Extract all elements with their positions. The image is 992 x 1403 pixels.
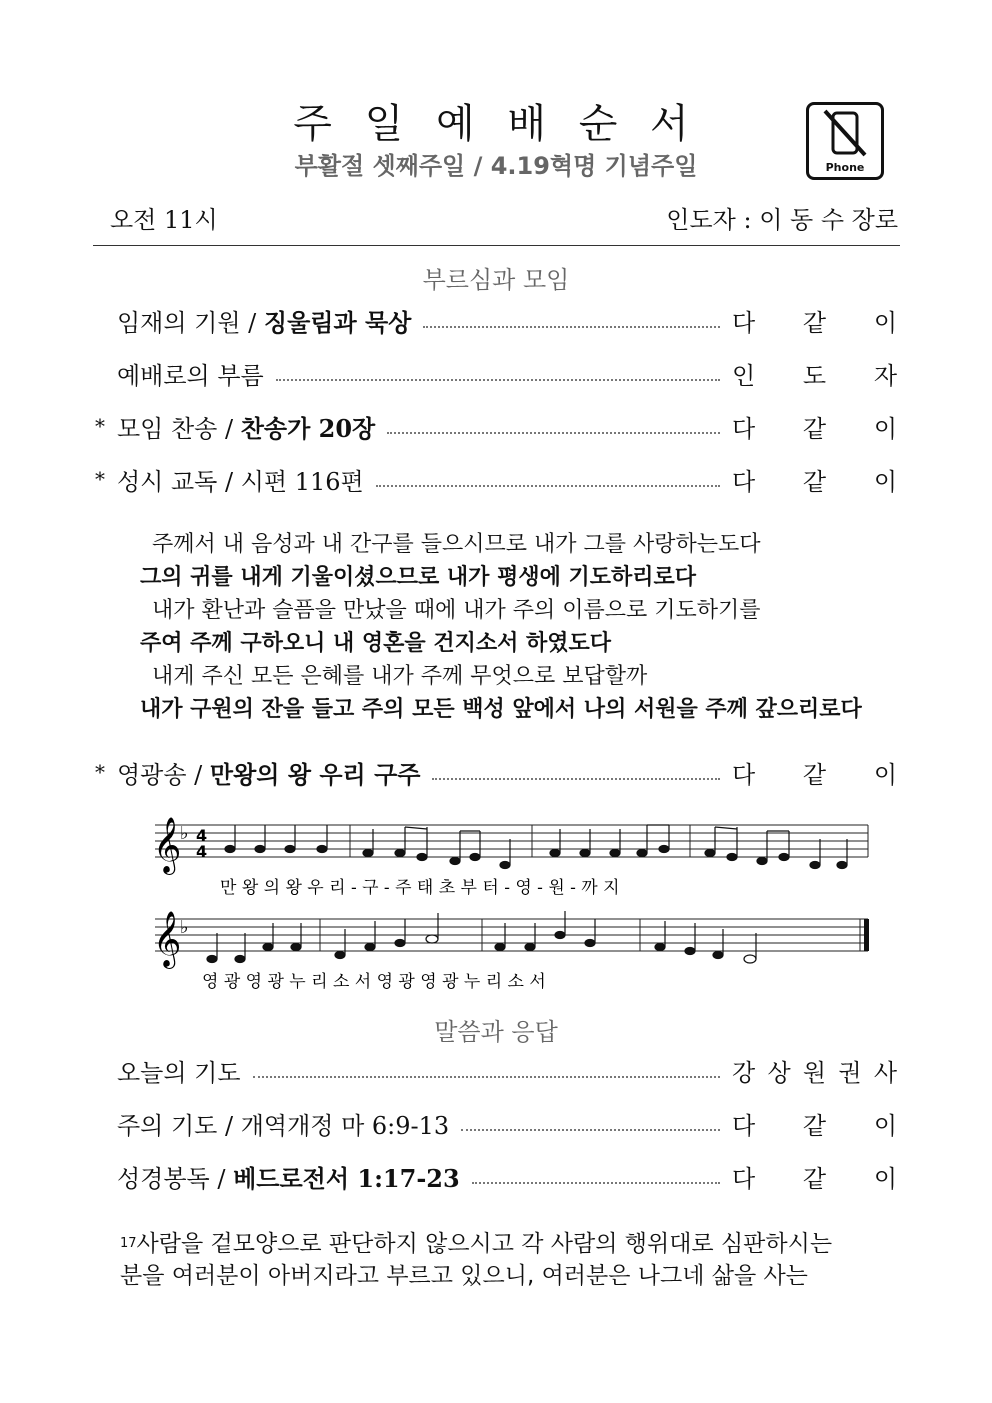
header-divider xyxy=(93,245,900,246)
key-flat: ♭ xyxy=(180,823,189,844)
order-who xyxy=(732,409,897,444)
who-char: 이 xyxy=(873,467,897,496)
who-char: 이 xyxy=(873,1111,897,1140)
order-who xyxy=(732,462,897,497)
order-label: 영광송 / xyxy=(117,760,203,789)
who-char: 원 xyxy=(802,1058,827,1087)
treble-clef-icon: 𝄞 xyxy=(153,911,182,967)
order-who xyxy=(732,1106,897,1141)
who-char: 다 xyxy=(732,414,756,443)
lyrics-line-2: 영 광 영 광 누 리 소 서 영 광 영 광 누 리 소 서 xyxy=(202,972,546,992)
who-char: 다 xyxy=(732,760,756,789)
psalm-lead-line: 주께서 내 음성과 내 간구를 들으시므로 내가 그를 사랑하는도다 xyxy=(152,532,761,557)
who-char: 다 xyxy=(732,308,756,337)
scripture-text xyxy=(120,1228,880,1292)
leader-dots xyxy=(376,471,720,487)
order-item xyxy=(95,1053,897,1087)
psalm-response-line: 그의 귀를 내게 기울이셨으므로 내가 평생에 기도하리로다 xyxy=(140,565,697,590)
leader-dots xyxy=(472,1168,720,1184)
who-char: 인 xyxy=(732,361,756,390)
order-item xyxy=(95,409,897,443)
who-char: 다 xyxy=(732,467,756,496)
order-label-bold: 징울림과 묵상 xyxy=(263,307,412,337)
standing-mark: * xyxy=(95,414,105,438)
who-char: 상 xyxy=(767,1058,791,1087)
order-label: 오늘의 기도 xyxy=(117,1058,241,1087)
order-label: 성경봉독 / xyxy=(117,1164,226,1193)
order-label: 임재의 기원 / xyxy=(117,308,257,337)
section-gathering: 부르심과 모임 xyxy=(422,266,570,294)
psalm-response-line: 내가 구원의 잔을 들고 주의 모든 백성 앞에서 나의 서원을 주께 갚으리로다 xyxy=(140,697,862,722)
leader-dots xyxy=(432,764,720,780)
psalm-reading xyxy=(140,527,900,725)
leader-dots xyxy=(253,1062,720,1078)
who-char: 이 xyxy=(873,760,897,789)
phone-label: Phone xyxy=(825,161,865,174)
order-item xyxy=(95,462,897,496)
treble-clef-icon: 𝄞 xyxy=(153,817,182,873)
psalm-response-line: 주여 주께 구하오니 내 영혼을 건지소서 하였도다 xyxy=(140,631,611,656)
order-item xyxy=(95,356,897,390)
scripture-line: 분을 여러분이 아버지라고 부르고 있으니, 여러분은 나그네 삶을 사는 xyxy=(120,1263,808,1289)
who-char: 다 xyxy=(732,1164,756,1193)
who-char: 자 xyxy=(873,361,897,390)
who-char: 같 xyxy=(802,414,827,443)
order-label: 주의 기도 / 개역개정 마 6:9-13 xyxy=(117,1111,450,1140)
order-item xyxy=(95,1159,897,1193)
order-who xyxy=(732,1159,897,1194)
psalm-lead-line: 내가 환난과 슬픔을 만났을 때에 내가 주의 이름으로 기도하기를 xyxy=(152,598,761,623)
standing-mark: * xyxy=(95,760,105,784)
leader-dots xyxy=(276,365,720,381)
who-char: 이 xyxy=(873,308,897,337)
order-label: 예배로의 부름 xyxy=(117,361,264,390)
time-signature-top: 4 xyxy=(196,826,208,845)
lyrics-line-1: 만 왕 의 왕 우 리 - 구 - 주 태 초 부 터 - 영 - 원 - 까 지 xyxy=(220,878,620,898)
who-char: 사 xyxy=(873,1058,897,1087)
time-signature-bottom: 4 xyxy=(196,842,208,861)
who-char: 다 xyxy=(732,1111,756,1140)
psalm-lead-line: 내게 주신 모든 은혜를 내가 주께 무엇으로 보답할까 xyxy=(152,664,648,689)
order-who xyxy=(732,303,897,338)
who-char: 이 xyxy=(873,414,897,443)
leader-dots xyxy=(387,418,720,434)
key-flat: ♭ xyxy=(180,917,189,938)
order-label: 성시 교독 / 시편 116편 xyxy=(117,467,364,496)
order-label: 모임 찬송 / xyxy=(117,414,234,443)
who-char: 같 xyxy=(802,760,827,789)
music-score xyxy=(150,815,875,1000)
page-title: 주 일 예 배 순 서 xyxy=(293,101,699,147)
order-who xyxy=(732,755,897,790)
who-char: 같 xyxy=(802,1164,827,1193)
order-who xyxy=(732,1053,897,1088)
who-char: 같 xyxy=(802,1111,827,1140)
phone-off-icon xyxy=(806,102,884,180)
service-leader: 인도자 : 이 동 수 장로 xyxy=(666,206,898,234)
notes-line-1 xyxy=(225,825,847,869)
scripture-line: 사람을 겉모양으로 판단하지 않으시고 각 사람의 행위대로 심판하시는 xyxy=(136,1231,833,1257)
phone-icon xyxy=(809,105,881,161)
order-label-bold: 베드로전서 1:17-23 xyxy=(233,1163,460,1193)
who-char: 같 xyxy=(802,467,827,496)
order-item xyxy=(95,755,897,789)
leader-dots xyxy=(461,1115,720,1131)
standing-mark: * xyxy=(95,467,105,491)
who-char: 권 xyxy=(838,1058,862,1087)
order-label-bold: 찬송가 20장 xyxy=(240,413,376,443)
who-char: 강 xyxy=(732,1058,756,1087)
section-word: 말씀과 응답 xyxy=(434,1018,558,1046)
leader-dots xyxy=(423,312,720,328)
order-item xyxy=(95,1106,897,1140)
verse-number: 17 xyxy=(120,1236,137,1251)
order-who xyxy=(732,356,897,391)
service-time: 오전 11시 xyxy=(110,206,218,234)
who-char: 같 xyxy=(802,308,827,337)
order-label-bold: 만왕의 왕 우리 구주 xyxy=(209,759,421,789)
order-item xyxy=(95,303,897,337)
who-char: 이 xyxy=(873,1164,897,1193)
page-subtitle: 부활절 셋째주일 / 4.19혁명 기념주일 xyxy=(294,152,698,180)
who-char: 도 xyxy=(802,361,827,390)
